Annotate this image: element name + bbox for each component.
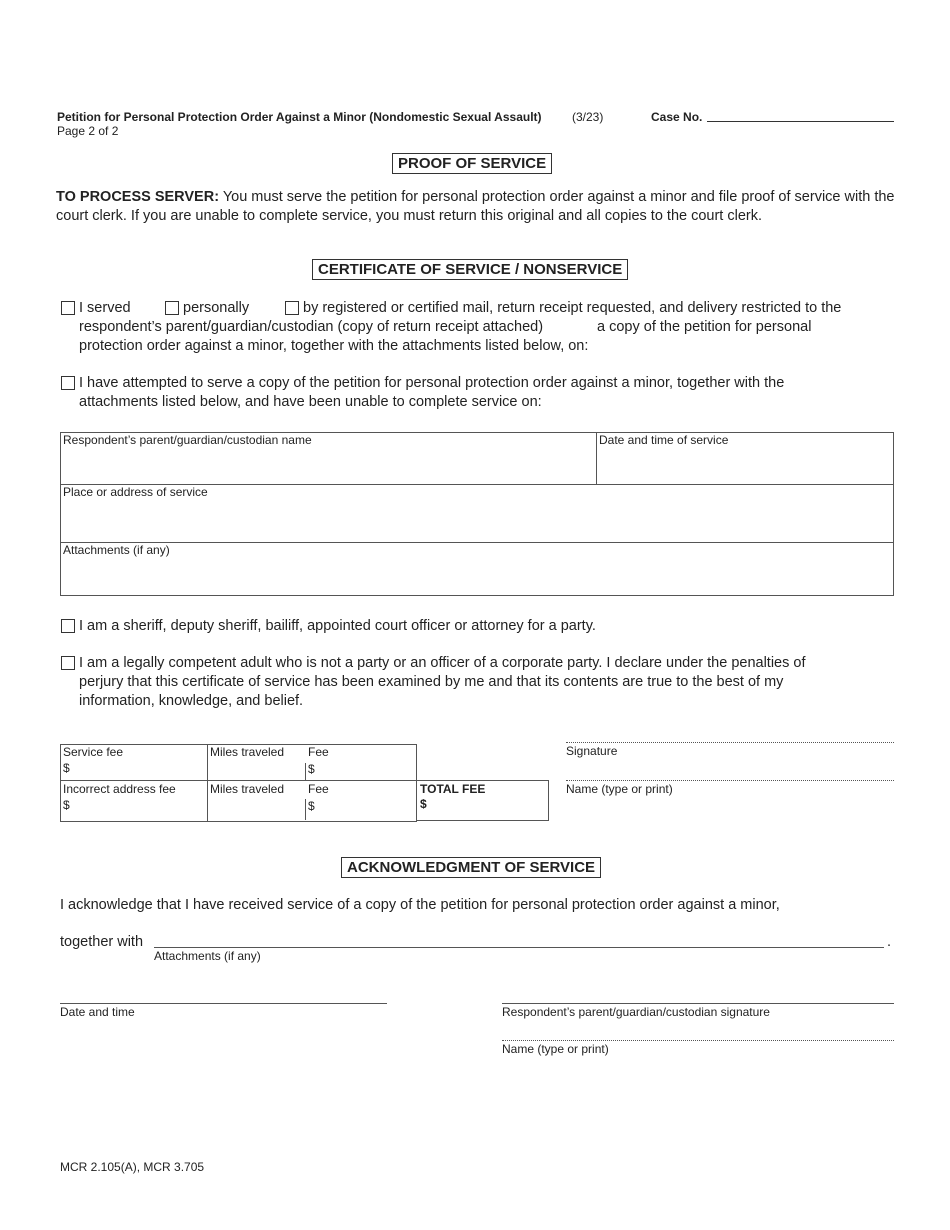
date-time-label: Date and time of service	[599, 433, 729, 447]
table-divider	[416, 820, 549, 821]
instruction-bold: TO PROCESS SERVER:	[56, 189, 220, 205]
table-divider	[548, 780, 549, 821]
acknowledgment-heading: ACKNOWLEDGMENT OF SERVICE	[341, 857, 601, 878]
respondent-signature-label: Respondent’s parent/guardian/custodian signature	[502, 1005, 770, 1019]
fee-label: Fee	[308, 745, 329, 759]
proof-of-service-heading: PROOF OF SERVICE	[392, 153, 552, 174]
together-with-label: together with	[60, 934, 144, 950]
ack-name-label: Name (type or print)	[502, 1042, 609, 1056]
service-fee-label: Service fee	[63, 745, 124, 759]
personally-checkbox[interactable]	[165, 301, 179, 315]
adult-line-2: perjury that this certificate of service has been examined by me and that its contents are true to the best of my	[79, 674, 784, 690]
served-label: I served	[79, 300, 131, 316]
respondent-name-field[interactable]	[62, 450, 594, 482]
process-server-instructions	[56, 188, 896, 226]
served-checkbox[interactable]	[61, 301, 75, 315]
sheriff-checkbox[interactable]	[61, 619, 75, 633]
attachments-ack-label: Attachments (if any)	[154, 949, 261, 963]
attempted-checkbox[interactable]	[61, 376, 75, 390]
acknowledgment-text: I acknowledge that I have received service of a copy of the petition for personal protection order against a minor,	[60, 897, 780, 913]
respondent-name-label: Respondent’s parent/guardian/custodian name	[63, 433, 312, 447]
table-divider	[305, 799, 306, 820]
fee-dollar-2[interactable]: $	[308, 799, 315, 813]
place-label: Place or address of service	[63, 485, 208, 499]
name-label: Name (type or print)	[566, 782, 673, 796]
ack-date-time-label: Date and time	[60, 1005, 135, 1019]
mail-line-2: respondent’s parent/guardian/custodian (copy of return receipt attached)	[79, 319, 544, 335]
signature-label: Signature	[566, 744, 618, 758]
date-time-field[interactable]	[598, 450, 890, 482]
attachments-field[interactable]	[62, 560, 890, 592]
instruction-text: You must serve the petition for personal protection order against a minor and file proof of service with the court clerk. If you are unable to complete service, you must return this original and all copies to the court clerk.	[56, 189, 895, 224]
table-divider	[60, 780, 549, 781]
attachments-label: Attachments (if any)	[63, 543, 170, 557]
name-line[interactable]	[566, 780, 894, 781]
case-no-label: Case No.	[651, 110, 703, 124]
sheriff-label: I am a sheriff, deputy sheriff, bailiff, appointed court officer or attorney for a party.	[79, 618, 596, 634]
table-divider	[60, 542, 893, 543]
attempted-line-1: I have attempted to serve a copy of the petition for personal protection order against a minor, together with the	[79, 375, 785, 391]
miles-label: Miles traveled	[210, 745, 285, 759]
table-divider	[207, 744, 208, 821]
personally-label: personally	[183, 300, 250, 316]
mail-label: by registered or certified mail, return receipt requested, and delivery restricted to the	[303, 300, 842, 316]
mail-checkbox[interactable]	[285, 301, 299, 315]
mail-line-3: protection order against a minor, together with the attachments listed below, on:	[79, 338, 589, 354]
table-divider	[416, 744, 417, 821]
miles-label-2: Miles traveled	[210, 782, 285, 796]
adult-line-3: information, knowledge, and belief.	[79, 693, 304, 709]
table-divider	[305, 763, 306, 780]
adult-line-1: I am a legally competent adult who is not a party or an officer of a corporate party. I declare under the penalties of	[79, 655, 806, 671]
case-no-field[interactable]	[707, 121, 894, 122]
respondent-signature-field[interactable]	[502, 1003, 894, 1004]
table-divider	[596, 432, 597, 484]
page-number: Page 2 of 2	[57, 124, 119, 138]
adult-checkbox[interactable]	[61, 656, 75, 670]
form-version: (3/23)	[572, 110, 604, 124]
incorrect-address-fee-label: Incorrect address fee	[63, 782, 176, 796]
total-fee-dollar[interactable]: $	[420, 797, 427, 811]
fee-dollar[interactable]: $	[308, 762, 315, 776]
fee-label-2: Fee	[308, 782, 329, 796]
court-rule-references: MCR 2.105(A), MCR 3.705	[60, 1160, 205, 1174]
attempted-line-2: attachments listed below, and have been unable to complete service on:	[79, 394, 542, 410]
ack-name-field[interactable]	[502, 1040, 894, 1041]
service-fee-dollar[interactable]: $	[63, 761, 70, 775]
signature-line[interactable]	[566, 742, 894, 743]
mail-line-2b: a copy of the petition for personal	[597, 319, 812, 335]
total-fee-label: TOTAL FEE	[420, 782, 486, 796]
period: .	[887, 934, 892, 950]
attachments-ack-field[interactable]	[154, 947, 884, 948]
place-field[interactable]	[62, 502, 890, 540]
form-title: Petition for Personal Protection Order Against a Minor (Nondomestic Sexual Assault)	[57, 110, 542, 124]
certificate-heading: CERTIFICATE OF SERVICE / NONSERVICE	[312, 259, 628, 280]
ack-date-time-field[interactable]	[60, 1003, 387, 1004]
incorrect-address-dollar[interactable]: $	[63, 798, 70, 812]
